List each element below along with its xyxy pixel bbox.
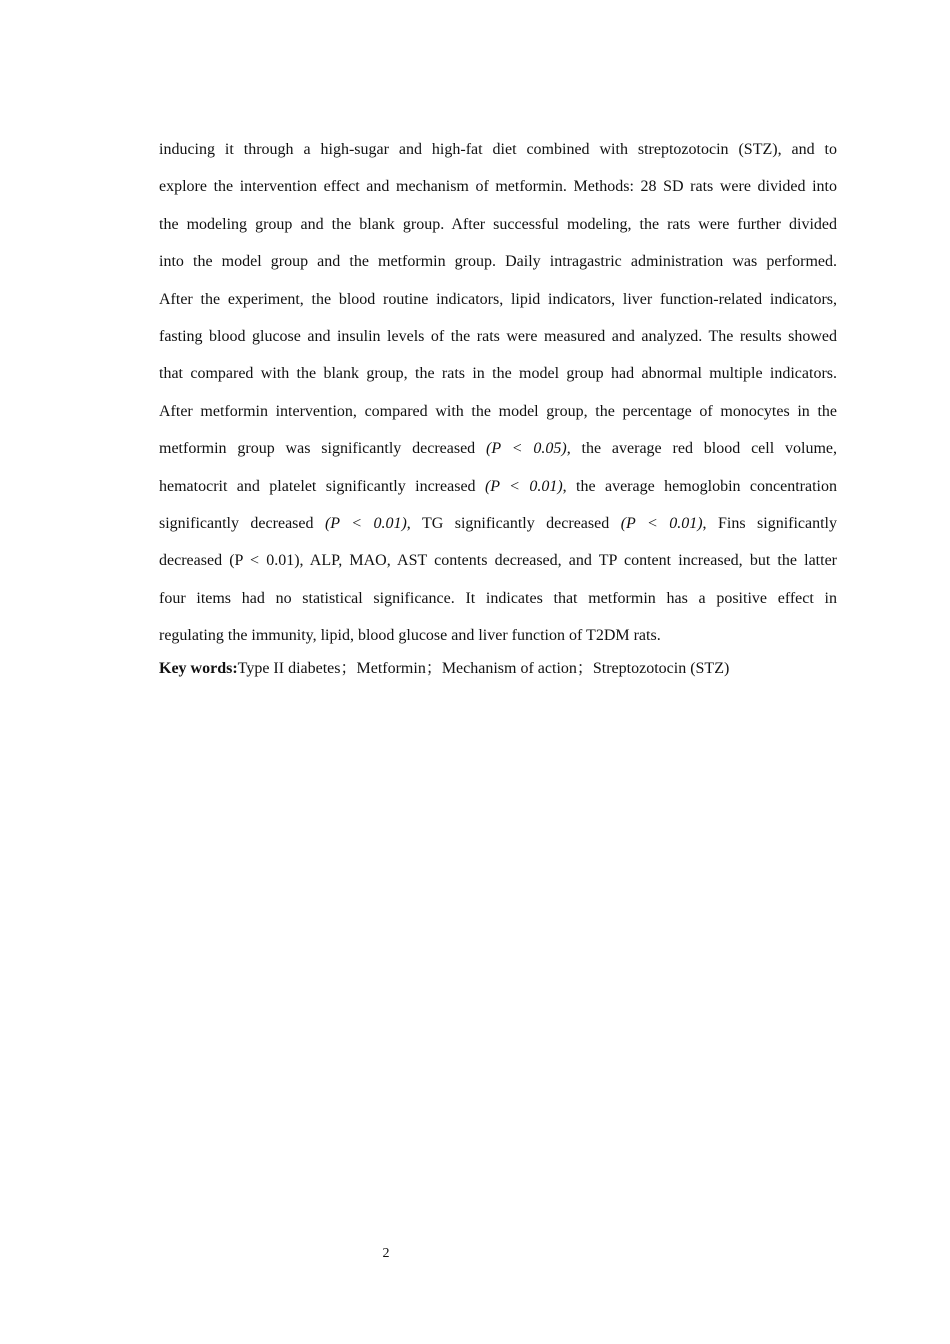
keywords-label: Key words: [159, 660, 238, 677]
abstract-line-5: After the experiment, the blood routine indicators, lipid indicators, liver function-related indicators, [159, 290, 837, 308]
abstract-line-13: four items had no statistical significance. It indicates that metformin has a positive effect in [159, 589, 837, 607]
p-value-italic: (P < 0.01) [620, 514, 703, 532]
line-9-text-a: metformin group was significantly decreased [159, 440, 476, 458]
line-10-text-a: hematocrit and platelet significantly increased [159, 477, 476, 495]
abstract-line-12: decreased (P < 0.01), ALP, MAO, AST contents decreased, and TP content increased, but the latter [159, 552, 837, 570]
p-value-italic: (P < 0.01) [324, 514, 407, 532]
line-11-text-a: significantly decreased [159, 514, 314, 532]
abstract-line-1: inducing it through a high-sugar and high-fat diet combined with streptozotocin (STZ), and to [159, 141, 837, 158]
line-11-text-c: , Fins significantly [702, 514, 838, 532]
abstract-line-2: explore the intervention effect and mechanism of metformin. Methods: 28 SD rats were divided into [159, 178, 837, 196]
abstract-line-10 [159, 468, 837, 505]
line-9-text-b: , the average red blood cell volume, [566, 440, 838, 458]
abstract-line-7: that compared with the blank group, the rats in the model group had abnormal multiple indicators. [159, 365, 837, 383]
abstract-line-14: regulating the immunity, lipid, blood glucose and liver function of T2DM rats. [159, 627, 661, 645]
line-10-text-b: , the average hemoglobin concentration [562, 477, 837, 495]
page-number: 2 [382, 1246, 390, 1261]
keywords-line [159, 657, 859, 681]
p-value-italic: (P < 0.01) [484, 477, 563, 495]
abstract-body [159, 131, 837, 654]
abstract-line-9 [159, 430, 837, 467]
abstract-line-6: fasting blood glucose and insulin levels of the rats were measured and analyzed. The results showed [159, 327, 837, 345]
keywords-text: Type II diabetes；Metformin；Mechanism of action；Streptozotocin (STZ) [237, 660, 730, 677]
p-value-italic: (P < 0.05) [486, 440, 567, 458]
abstract-line-8: After metformin intervention, compared with the model group, the percentage of monocytes in the [159, 402, 837, 420]
line-11-text-b: , TG significantly decreased [406, 514, 610, 532]
abstract-line-3: the modeling group and the blank group. After successful modeling, the rats were further divided [159, 215, 837, 233]
abstract-line-4: into the model group and the metformin group. Daily intragastric administration was performed. [159, 253, 837, 271]
abstract-line-11 [159, 505, 837, 542]
